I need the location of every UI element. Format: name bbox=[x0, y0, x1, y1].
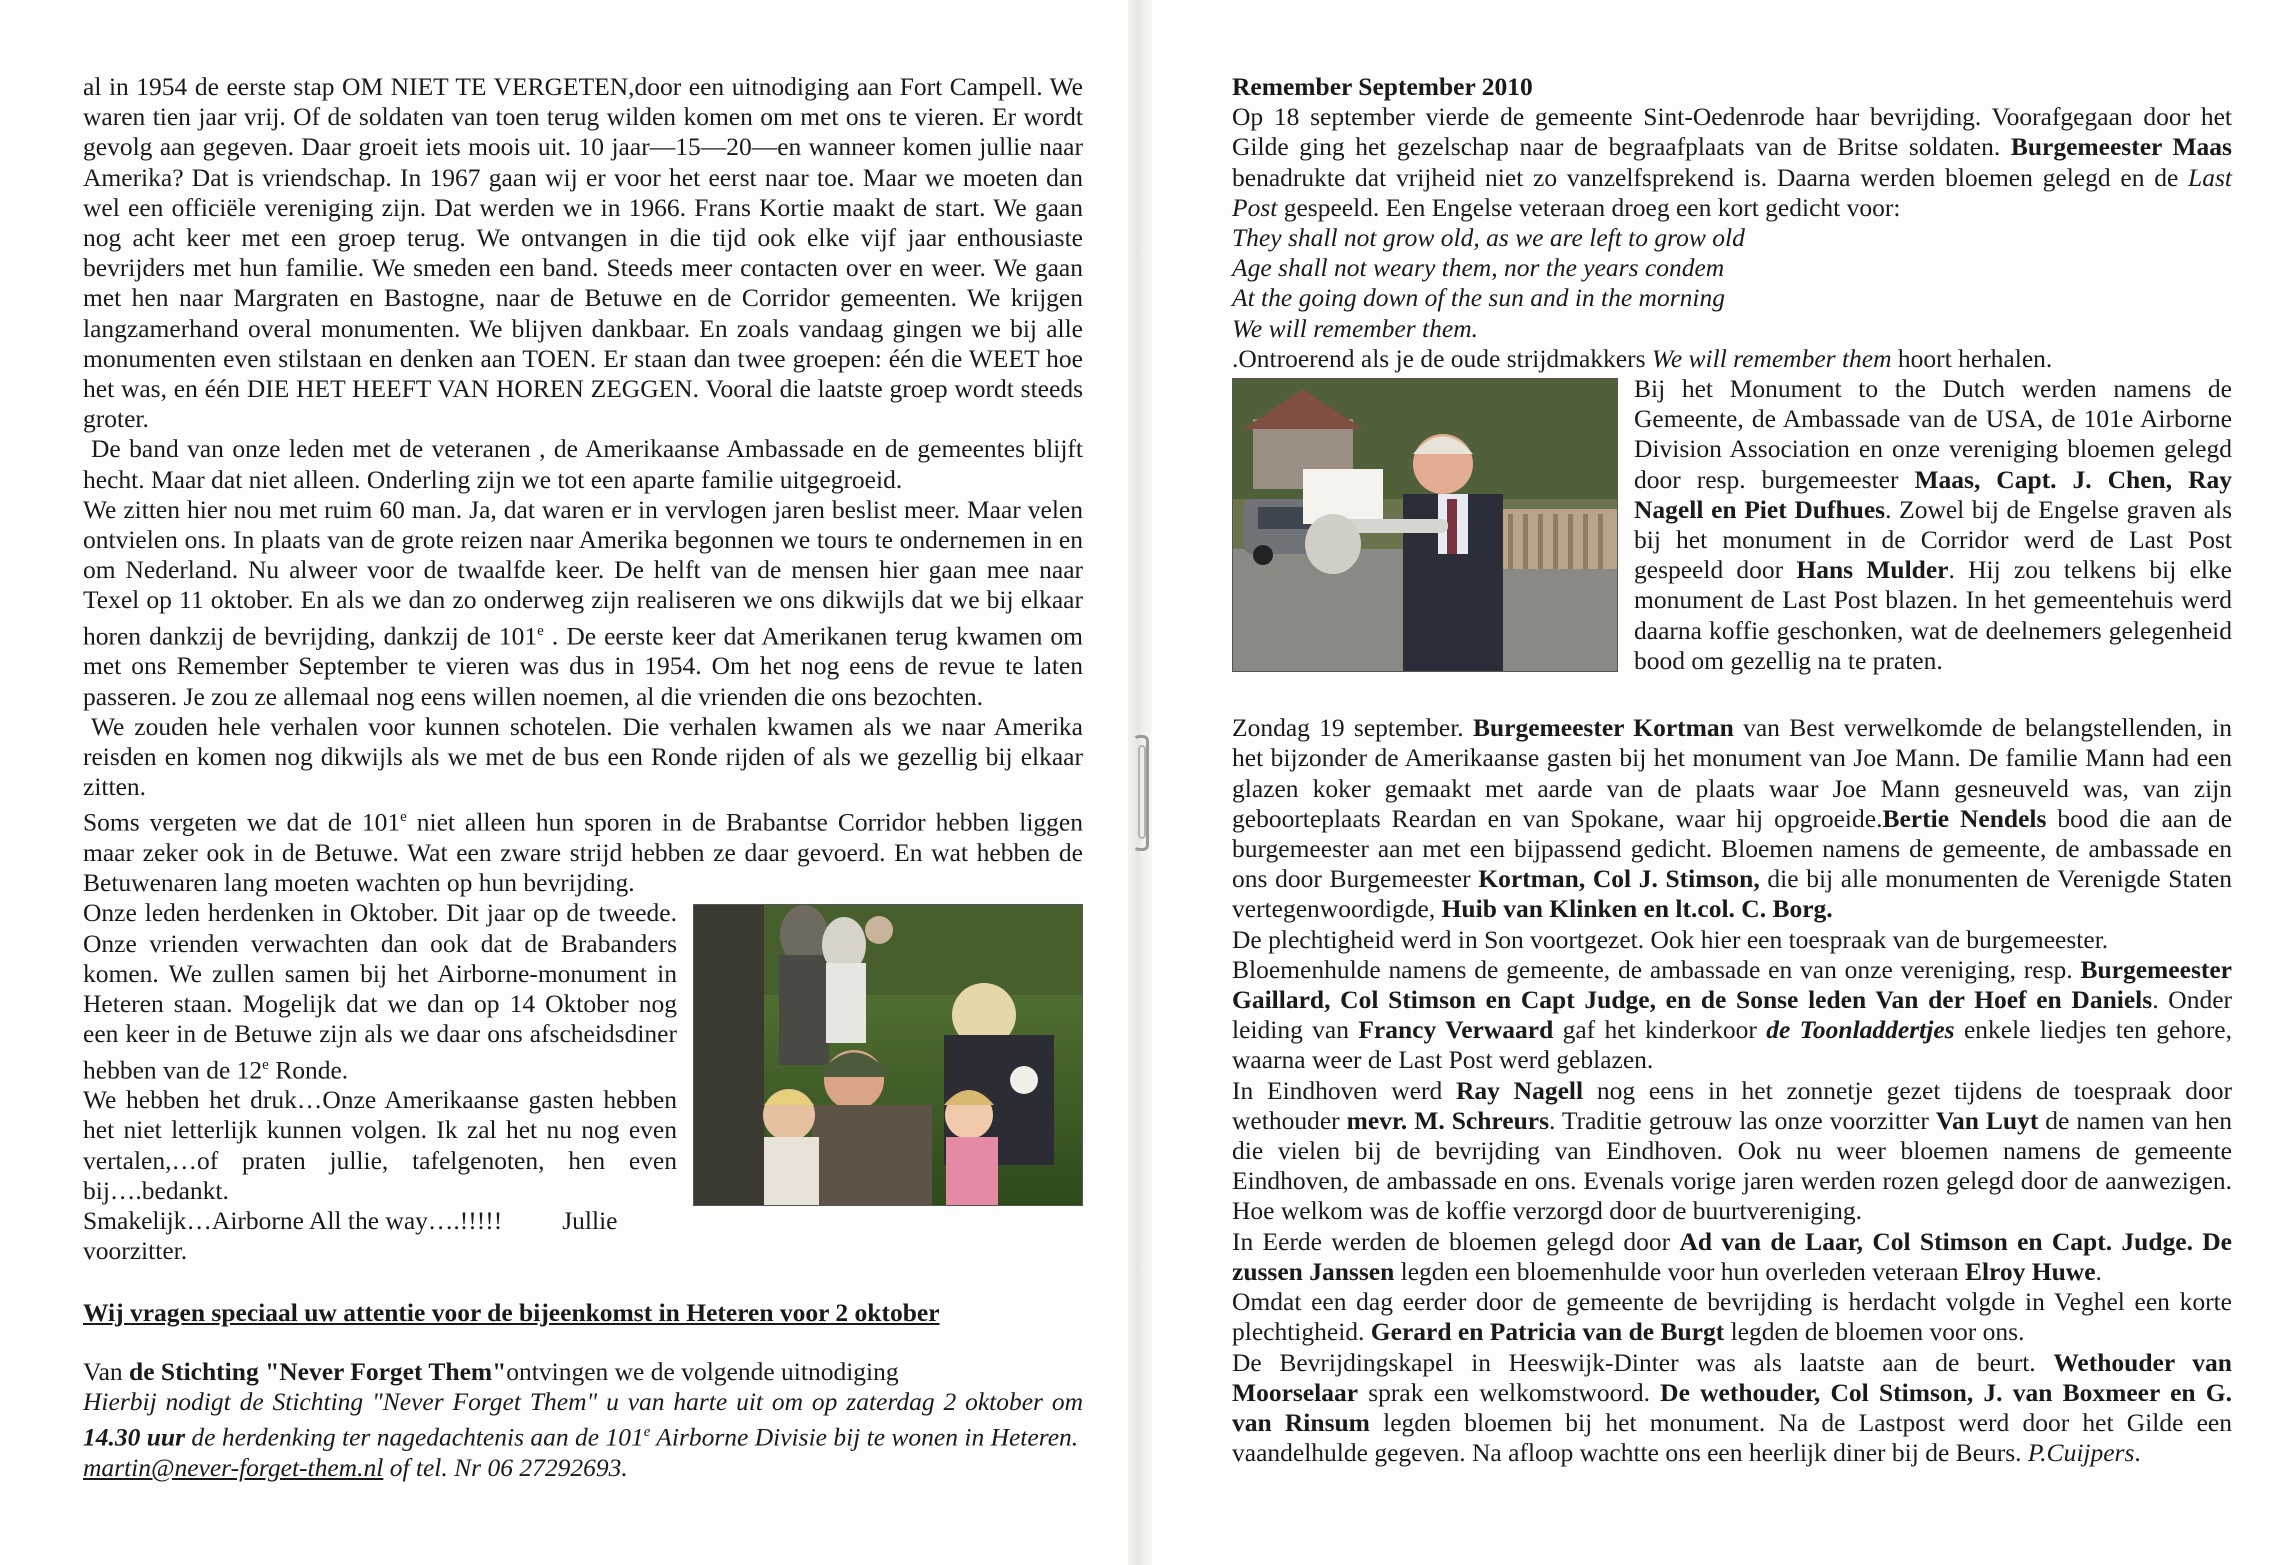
p8-text-e: . bbox=[2095, 1256, 2102, 1286]
p4-text-e: bood die aan de burgemeester aan met een bijpassend gedicht. Bloemen namens de gemeente, de ambassade en ons door Burgemeester bbox=[1232, 803, 2233, 894]
paragraph-heeswijk bbox=[1232, 1348, 2232, 1469]
poem-line: Age shall not weary them, nor the years condem bbox=[1232, 253, 1725, 283]
p1-text-a: Op 18 september vierde de gemeente Sint-Oedenrode haar bevrijding. Voorafgegaan door het Gilde ging het gezelschap naar de begraafplaats van de Britse soldaten. bbox=[1232, 102, 2232, 162]
busy-paragraph: We hebben het druk…Onze Amerikaanse gasten hebben het niet letterlijk kunnen volgen. Ik zal het nu nog even vertalen,…of praten jullie, tafelgenoten, hen even bij….bedankt. bbox=[83, 1085, 677, 1205]
p3-text-e: . Hij zou telkens bij elke monument de Last Post blazen. In het gemeentehuis werd daarna koffie geschonken, wat de deelnemers gelegenheid bood om gezellig na te praten. bbox=[1634, 555, 2232, 675]
p8-bold-b: Ad van de Laar, Col Stimson en Capt. Judge. De zussen Janssen bbox=[1232, 1226, 2233, 1286]
p10-text-c: sprak een welkomstwoord. bbox=[1358, 1377, 1661, 1407]
attention-heading: Wij vragen speciaal uw attentie voor de bijeenkomst in Heteren voor 2 oktober bbox=[83, 1298, 940, 1328]
poem-line: At the going down of the sun and in the morning bbox=[1232, 283, 1725, 313]
invite-sup: e bbox=[643, 1424, 651, 1441]
p1-bold-b: Burgemeester Maas bbox=[2010, 132, 2232, 162]
p9-text-c: legden de bloemen voor ons. bbox=[1724, 1317, 2025, 1347]
p1-text-c: benadrukte dat vrijheid niet zo vanzelfsprekend is. Daarna werden bloemen gelegd en de bbox=[1232, 162, 2189, 192]
invite-intro bbox=[83, 1357, 1083, 1387]
p7-bold-d: mevr. M. Schreurs bbox=[1346, 1105, 1550, 1135]
paragraph-bloemenhulde bbox=[1232, 955, 2232, 1076]
p1-text-e: gespeeld. Een Engelse veteraan droeg een kort gedicht voor: bbox=[1277, 192, 1901, 222]
invite-italic-c: Airborne Divisie bij te wonen in Heteren. bbox=[650, 1422, 1079, 1452]
p2-italic-b: We will remember them bbox=[1651, 343, 1892, 373]
p8-text-a: In Eerde werden de bloemen gelegd door bbox=[1232, 1226, 1680, 1256]
p4-bold-b: Burgemeester Kortman bbox=[1472, 713, 1734, 743]
p3-bold-d: Hans Mulder bbox=[1796, 555, 1949, 585]
p4-text-g: die bij alle monumenten de Verenigde Staten vertegenwoordigde, bbox=[1232, 864, 2233, 924]
p10-text-a: De Bevrijdingskapel in Heeswijk-Dinter was als laatste aan de beurt. bbox=[1232, 1347, 2054, 1377]
invite-time: 14.30 uur bbox=[83, 1422, 186, 1452]
p2-text-c: hoort herhalen. bbox=[1891, 343, 2053, 373]
p8-bold-d: Elroy Huwe bbox=[1964, 1256, 2096, 1286]
p8-text-c: legden een bloemenhulde voor hun overleden veteraan bbox=[1394, 1256, 1965, 1286]
october-text-b: Ronde. bbox=[268, 1055, 349, 1084]
veterans-photo bbox=[693, 904, 1083, 1206]
members-sup: e bbox=[537, 622, 544, 639]
contact-line bbox=[83, 1453, 1083, 1483]
p6-text-g: enkele liedjes ten gehore, waarna weer de Last Post werd geblazen. bbox=[1232, 1015, 2232, 1075]
p7-text-e: . Traditie getrouw las onze voorzitter bbox=[1549, 1105, 1936, 1135]
staple-clip-inner-icon bbox=[1138, 745, 1146, 839]
poem-line: We will remember them. bbox=[1232, 313, 1478, 343]
p7-text-a: In Eindhoven werd bbox=[1232, 1075, 1456, 1105]
poem-line: They shall not grow old, as we are left to grow old bbox=[1232, 223, 1745, 253]
betuwe-sup: e bbox=[400, 809, 407, 826]
p7-text-c: nog eens in het zonnetje gezet tijdens de toespraak door wethouder bbox=[1232, 1075, 2232, 1135]
poem bbox=[1232, 223, 2232, 344]
signoff-paragraph bbox=[83, 1206, 1083, 1266]
trumpet-photo-wrap bbox=[1232, 378, 1618, 679]
p9-text-a: Omdat een dag eerder door de gemeente de bevrijding is herdacht volgde in Veghel een korte plechtigheid. bbox=[1232, 1287, 2232, 1347]
p3-bold-b: Maas, Capt. J. Chen, Ray Nagell en Piet Dufhues bbox=[1634, 464, 2232, 524]
betuwe-text-a: Soms vergeten we dat de 101 bbox=[83, 807, 401, 837]
p10-text-e: legden bloemen bij het monument. Na de Lastpost werd door het Gilde een vaandelhulde gegeven. Na afloop wachtte ons een heerlijk diner bij de Beurs. bbox=[1232, 1407, 2232, 1468]
paragraph-eindhoven bbox=[1232, 1076, 2232, 1227]
paragraph-eerde bbox=[1232, 1227, 2232, 1287]
signoff-text-b: Jullie voorzitter. bbox=[83, 1206, 618, 1266]
invite-prefix: Van bbox=[83, 1356, 130, 1386]
invite-suffix: ontvingen we de volgende uitnodiging bbox=[506, 1356, 899, 1386]
p1-italic-d: Last Post bbox=[1232, 162, 2232, 222]
paragraph-sint-oedenrode bbox=[1232, 102, 2232, 223]
p4-bold-f: Kortman, Col J. Stimson, bbox=[1478, 864, 1760, 894]
paragraph-son: De plechtigheid werd in Son voortgezet. Ook hier een toespraak van de burgemeester. bbox=[1232, 924, 2109, 954]
phone-text: of tel. Nr 06 27292693. bbox=[383, 1452, 628, 1482]
intro-paragraph: al in 1954 de eerste stap OM NIET TE VERGETEN,door een uitnodiging aan Fort Campell. We waren tien jaar vrij. Of de soldaten van toen terug wilden komen om met ons te vieren. Er wordt gevolg aan gegeven. Daar groeit iets moois uit. 10 jaar—15—20—en wanneer komen jullie naar Amerika? Dat is vriendschap. In 1967 gaan wij er voor het eerst naar toe. Maar we moeten dan wel een officiële vereniging zijn. Dat werden we in 1966. Frans Kortie maakt de start. We gaan nog acht keer met een groep terug. We ontvangen in die tijd ook elke vijf jaar enthousiaste bevrijders met hun familie. We smeden een band. Steeds meer contacten over en weer. We gaan met hen naar Margraten en Bastogne, naar de Betuwe en de Corridor gemeenten. We krijgen langzamerhand overal monumenten. We blijven dankbaar. En zoals vandaag gingen we bij alle monumenten even stilstaan en denken aan TOEN. Er staan dan twee groepen: één die WEET hoe het was, en één DIE HET HEEFT VAN HOREN ZEGGEN. Vooral die laatste groep wordt steeds groter. bbox=[83, 72, 1083, 434]
paragraph-zondag bbox=[1232, 713, 2232, 924]
invite-italic-b: de herdenking ter nagedachtenis aan de 101 bbox=[185, 1422, 644, 1452]
p6-text-e: gaf het kinderkoor bbox=[1553, 1015, 1767, 1045]
stories-paragraph: We zouden hele verhalen voor kunnen schotelen. Die verhalen kwamen als we naar Amerika reisden en komen nog dikwijls als we met de bus een Ronde rijden of als we gezellig bij elkaar zitten. bbox=[83, 711, 1083, 802]
paragraph-ontroerend bbox=[1232, 344, 2232, 374]
p6-bold-d: Francy Verwaard bbox=[1358, 1015, 1554, 1045]
p6-bolditalic-f: de Toonladdertjes bbox=[1766, 1015, 1955, 1045]
october-text-a: Onze leden herdenken in Oktober. Dit jaar op de tweede. Onze vrienden verwachten dan ook dat de Brabanders komen. We zullen samen bij het Airborne-monument in Heteren staan. Mogelijk dat we dan op 14 Oktober nog een keer in de Betuwe zijn als we daar ons afscheidsdiner hebben van de 12 bbox=[83, 898, 677, 1084]
p7-bold-b: Ray Nagell bbox=[1456, 1075, 1584, 1105]
p4-bold-h: Huib van Klinken en lt.col. C. Borg. bbox=[1441, 894, 1833, 924]
p10-text-g: . bbox=[2134, 1438, 2141, 1468]
p10-bold-d: De wethouder, Col Stimson, J. van Boxmeer en G. van Rinsum bbox=[1232, 1377, 2232, 1437]
p4-text-a: Zondag 19 september. bbox=[1232, 713, 1473, 743]
right-column bbox=[1232, 72, 2232, 1468]
email-link[interactable]: martin@never-forget-them.nl bbox=[83, 1452, 384, 1482]
paragraph-veghel bbox=[1232, 1287, 2232, 1347]
p7-text-g: de namen van hen die vielen bij de bevrijding van Eindhoven. Ook nu weer bloemen namens de gemeente Eindhoven, de ambassade en ons. Evenals vorige jaren werden rozen gelegd door de aanwezigen. Hoe welkom was de koffie verzorgd door de buurtvereniging. bbox=[1232, 1105, 2232, 1226]
left-column bbox=[83, 72, 1083, 1483]
october-sup: e bbox=[262, 1056, 269, 1073]
p9-bold-b: Gerard en Patricia van de Burgt bbox=[1370, 1317, 1725, 1347]
p10-bold-b: Wethouder van Moorselaar bbox=[1232, 1347, 2232, 1407]
p2-text-a: .Ontroerend als je de oude strijdmakkers bbox=[1232, 343, 1652, 373]
p7-bold-f: Van Luyt bbox=[1935, 1105, 2039, 1135]
members-text-b: . De eerste keer dat Amerikanen terug kwamen om met ons Remember September te vieren was dus in 1954. Om het nog eens de revue te laten passeren. Je zou ze allemaal nog eens willen noemen, al die vrienden die ons bezochten. bbox=[83, 621, 1083, 711]
members-text-a: We zitten hier nou met ruim 60 man. Ja, dat waren er in vervlogen jaren beslist meer. Maar velen ontvielen ons. In plaats van de grote reizen naar Amerika begonnen we tours te ondernemen in en om Nederland. Nu alweer voor de twaalfde keer. De helft van de mensen hier gaan mee naar Texel op 11 oktober. En als we dan zo onderweg zijn realiseren we ons dikwijls dat we bij elkaar horen dankzij de bevrijding, dankzij de 101 bbox=[83, 494, 1083, 651]
p3-text-a: Bij het Monument to the Dutch werden namens de Gemeente, de Ambassade van de USA, de 101e Airborne Division Association en onze vereniging bloemen gelegd door resp. burgemeester bbox=[1634, 374, 2232, 494]
invite-org: de Stichting "Never Forget Them" bbox=[129, 1356, 507, 1386]
betuwe-text-b: niet alleen hun sporen in de Brabantse Corridor hebben liggen maar zeker ook in de Betuwe. Wat een zware strijd hebben ze daar gevoerd. En wat hebben de Betuwenaren lang moeten wachten op hun bevrijding. bbox=[83, 807, 1084, 898]
article-title: Remember September 2010 bbox=[1232, 72, 1533, 101]
invite-italic-a: Hierbij nodigt de Stichting "Never Forget Them" u van harte uit om op zaterdag 2 oktober om bbox=[83, 1386, 1083, 1416]
p4-bold-d: Bertie Nendels bbox=[1882, 803, 2047, 833]
p10-italic-signature: P.Cuijpers bbox=[2027, 1438, 2135, 1468]
invite-text bbox=[83, 1387, 1083, 1453]
members-paragraph bbox=[83, 495, 1083, 712]
betuwe-paragraph bbox=[83, 802, 1083, 898]
veterans-photo-wrap bbox=[693, 904, 1083, 1213]
trumpet-photo bbox=[1232, 378, 1618, 672]
band-paragraph: De band van onze leden met de veteranen , de Amerikaanse Ambassade en de gemeentes blijft hecht. Maar dat niet alleen. Onderling zijn we tot een aparte familie uitgegroeid. bbox=[83, 434, 1083, 494]
p6-text-c: . Onder leiding van bbox=[1232, 985, 2232, 1045]
signoff-text-a: Smakelijk…Airborne All the way….!!!!! bbox=[83, 1206, 503, 1236]
p6-bold-b: Burgemeester Gaillard, Col Stimson en Capt Judge, en de Sonse leden Van der Hoef en Daniels bbox=[1232, 954, 2232, 1015]
p3-text-c: . Zowel bij de Engelse graven als bij het monument in de Corridor werd de Last Post gespeeld door bbox=[1634, 494, 2233, 585]
p4-text-c: van Best verwelkomde de belangstellenden, in het bijzonder de Amerikaanse gasten bij het monument van Joe Mann. De familie Mann had een glazen koker gemaakt met aarde van de plaats waar Joe Mann gesneuveld was, van zijn geboorteplaats Reardan en van Spokane, waar hij opgroeide. bbox=[1232, 713, 2232, 833]
p6-text-a: Bloemenhulde namens de gemeente, de ambassade en van onze vereniging, resp. bbox=[1232, 954, 2081, 984]
